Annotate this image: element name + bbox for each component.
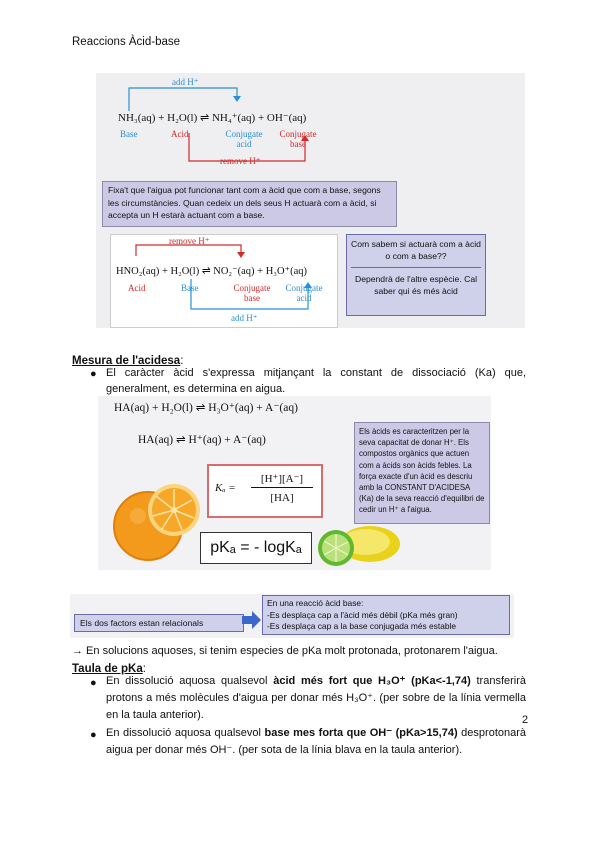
figure2-arrows bbox=[96, 223, 346, 333]
figure1-arrows bbox=[96, 73, 525, 183]
ka-denominator: [HA] bbox=[270, 492, 294, 504]
add-h-label-2: add H⁺ bbox=[231, 313, 258, 323]
strong-base-post: desprotonarà aigua per donar més OH⁻. (per sota de la línia blava en la taula anterior). bbox=[106, 727, 527, 756]
ka-equation-1: HA(aq) + H₂O(l) ⇌ H₃O⁺(aq) + A⁻(aq) bbox=[114, 402, 298, 414]
relation-right-line2: -Es desplaça cap a la base conjugada més estable bbox=[267, 621, 457, 631]
label-conjugate-base: Conjugate base bbox=[279, 129, 317, 149]
orange-illustration bbox=[110, 470, 202, 566]
section-title-pka-wrap: Taula de pKa: bbox=[72, 663, 146, 675]
page-number: 2 bbox=[522, 714, 529, 726]
figure2-equation: HNO₂(aq) + H₂O(l) ⇌ NO₂⁻(aq) + H₃O⁺(aq) bbox=[116, 266, 307, 277]
remove-h-label: remove H⁺ bbox=[220, 156, 261, 166]
answer-text: Dependrà de l'altre espècie. Cal saber qui és més àcid bbox=[354, 274, 478, 296]
ka-equation-2: HA(aq) ⇌ H⁺(aq) + A⁻(aq) bbox=[138, 434, 266, 446]
strong-base-pre: En dissolució aquosa qualsevol bbox=[106, 727, 265, 739]
pka-formula: pKₐ = - logKₐ bbox=[200, 532, 312, 564]
strong-acid-pre: En dissolució aquosa qualsevol bbox=[106, 675, 274, 687]
label-acid: Acid bbox=[171, 129, 189, 139]
relation-left-box: Els dos factors estan relacionals bbox=[74, 614, 244, 632]
section-title-pka: Taula de pKa bbox=[72, 663, 143, 675]
ka-lhs: Kₐ = bbox=[215, 482, 236, 494]
remove-h-label-2: remove H⁺ bbox=[169, 236, 210, 246]
page-header: Reaccions Àcid-base bbox=[72, 36, 181, 48]
water-amphoteric-note: Fixa't que l'aigua pot funcionar tant com a àcid que com a base, segons les circumstàncies. Quan cedeix un dels seus H actuarà com a àcid, si accepta un H estarà actuant com a base. bbox=[102, 181, 397, 227]
strong-acid-bold: àcid més fort que H₃O⁺ (pKa<-1,74) bbox=[273, 675, 471, 687]
label-conjugate-acid-2: Conjugate acid bbox=[285, 283, 323, 303]
label-acid-2: Acid bbox=[128, 283, 146, 293]
section-title-acidity: Mesura de l'acidesa bbox=[72, 355, 181, 367]
strong-acid-paragraph bbox=[106, 673, 529, 726]
protonation-line: → En solucions aquoses, si tenim especies de pKa molt protonada, protonarem l'aigua. bbox=[72, 645, 498, 657]
lime-illustration bbox=[312, 522, 404, 568]
label-base-2: Base bbox=[181, 283, 199, 293]
question-text: Com sabem si actuarà com a àcid o com a base?? bbox=[351, 238, 481, 268]
relation-right-title: En una reacció àcid base: bbox=[267, 598, 364, 608]
strong-base-bold: base mes forta que OH⁻ (pKa>15,74) bbox=[264, 727, 458, 739]
question-box bbox=[346, 234, 486, 316]
strong-base-paragraph bbox=[106, 725, 526, 759]
label-conjugate-acid: Conjugate acid bbox=[225, 129, 263, 149]
figure1-equation: NH₃(aq) + H₂O(l) ⇌ NH₄⁺(aq) + OH⁻(aq) bbox=[118, 112, 307, 124]
bullet-dot-2: ● bbox=[90, 677, 97, 689]
acid-constant-note: Els àcids es caracteritzen per la seva capacitat de donar H⁺. Els compostos orgànics que actuen com a àcids son àcids febles. La força exacte d'un àcid es descriu amb la CONSTANT D'ACIDESA (Ka) de la seva reacció d'equilibri de cedir un H⁺ a l'aigua. bbox=[354, 422, 490, 524]
relation-right-box bbox=[262, 595, 510, 635]
arrow-right-icon bbox=[240, 609, 262, 631]
ka-numerator: [H⁺][A⁻] bbox=[251, 472, 313, 488]
acid-base-figure-panel bbox=[96, 73, 525, 328]
bullet-dot-3: ● bbox=[90, 729, 97, 741]
acidity-paragraph: El caràcter àcid s'expressa mitjançant la constant de dissociació (Ka) que, generalment, es determina en aigua. bbox=[106, 367, 526, 395]
strong-acid-post: transferirà protons a més molècules d'aigua per donar més H₃O⁺. (per sobre de la línia vermella en la taula anterior). bbox=[106, 675, 527, 721]
ka-formula-box bbox=[207, 464, 323, 518]
add-h-label: add H⁺ bbox=[172, 77, 199, 87]
relation-right-line1: -Es desplaça cap a l'àcid més dèbil (pKa més gran) bbox=[267, 609, 458, 620]
section-title-acidity-wrap: Mesura de l'acidesa: bbox=[72, 355, 184, 367]
label-base: Base bbox=[120, 129, 138, 139]
label-conjugate-base-2: Conjugate base bbox=[233, 283, 271, 303]
bullet-dot: ● bbox=[90, 368, 97, 380]
